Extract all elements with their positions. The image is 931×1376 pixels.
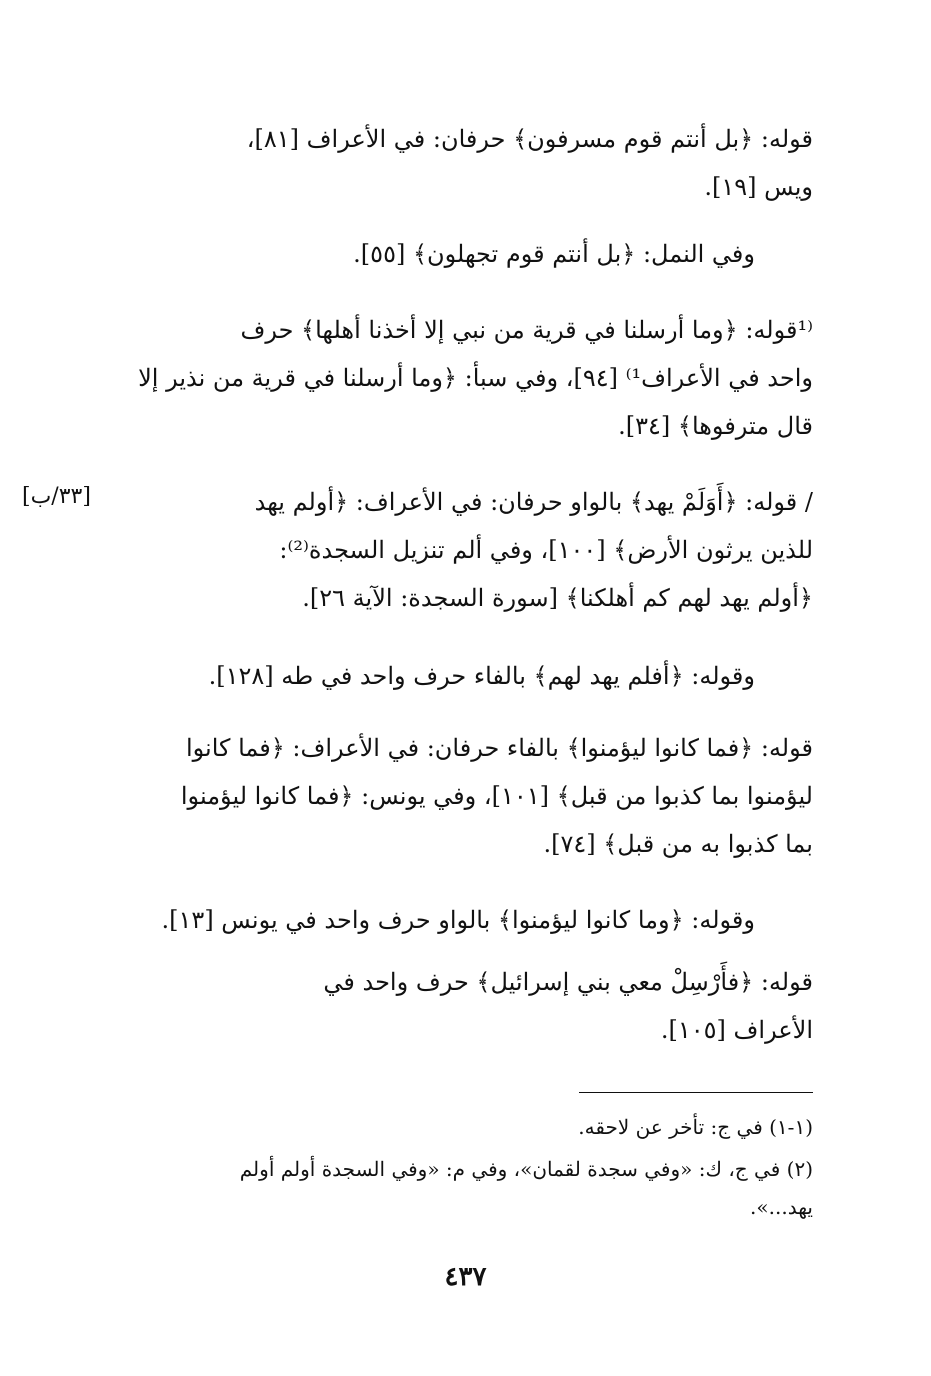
paragraph-4	[118, 478, 813, 622]
page-number: ٤٣٧	[444, 1262, 487, 1292]
footnote-line: (٢) في ج، ك: «وفي سجدة لقمان»، وفي م: «وفي السجدة أولم أولم	[239, 1157, 813, 1181]
paragraph-3	[118, 306, 813, 450]
text-line: قوله: ﴿فما كانوا ليؤمنوا﴾ بالفاء حرفان: في الأعراف: ﴿فما كانوا	[185, 734, 813, 762]
text-line: / قوله: ﴿أَوَلَمْ يهد﴾ بالواو حرفان: في الأعراف: ﴿أولم يهد	[254, 488, 813, 516]
text-line: ليؤمنوا بما كذبوا من قبل﴾ [١٠١]، وفي يونس: ﴿فما كانوا ليؤمنوا	[180, 782, 813, 810]
footnote-2	[118, 1150, 813, 1226]
paragraph-8	[118, 958, 813, 1054]
footnote-line: (١-١) في ج: تأخر عن لاحقه.	[578, 1115, 813, 1139]
text-line: للذين يرثون الأرض﴾ [١٠٠]، وفي ألم تنزيل السجدة⁽²⁾:	[279, 536, 813, 564]
paragraph-5	[118, 652, 813, 700]
footnote-line: يهد...».	[750, 1195, 813, 1219]
text-line: قوله: ﴿فأَرْسِلْ معي بني إسرائيل﴾ حرف واحد في	[323, 968, 813, 996]
text-line: وفي النمل: ﴿بل أنتم قوم تجهلون﴾ [٥٥].	[353, 240, 755, 268]
margin-folio-marker: [٣٣/ب]	[22, 484, 91, 509]
text-line: واحد في الأعراف¹⁾ [٩٤]، وفي سبأ: ﴿وما أرسلنا في قرية من نذير إلا	[138, 364, 813, 392]
text-line: ⁽¹قوله: ﴿وما أرسلنا في قرية من نبي إلا أخذنا أهلها﴾ حرف	[240, 316, 813, 344]
footnote-1	[118, 1108, 813, 1146]
paragraph-2	[118, 230, 813, 278]
text-line: قال مترفوها﴾ [٣٤].	[618, 412, 813, 440]
text-line: ﴿أولم يهد لهم كم أهلكنا﴾ [سورة السجدة: الآية ٢٦].	[302, 584, 813, 612]
text-line: قوله: ﴿بل أنتم قوم مسرفون﴾ حرفان: في الأعراف [٨١]،	[246, 125, 813, 153]
text-line: الأعراف [١٠٥].	[660, 1016, 813, 1044]
paragraph-1	[118, 115, 813, 211]
paragraph-6	[118, 724, 813, 868]
text-line: ويس [١٩].	[704, 173, 813, 201]
text-line: وقوله: ﴿أفلم يهد لهم﴾ بالفاء حرف واحد في طه [١٢٨].	[208, 662, 755, 690]
text-line: وقوله: ﴿وما كانوا ليؤمنوا﴾ بالواو حرف واحد في يونس [١٣].	[161, 906, 755, 934]
paragraph-7	[118, 896, 813, 944]
footnote-divider	[579, 1092, 813, 1093]
text-line: بما كذبوا به من قبل﴾ [٧٤].	[543, 830, 813, 858]
